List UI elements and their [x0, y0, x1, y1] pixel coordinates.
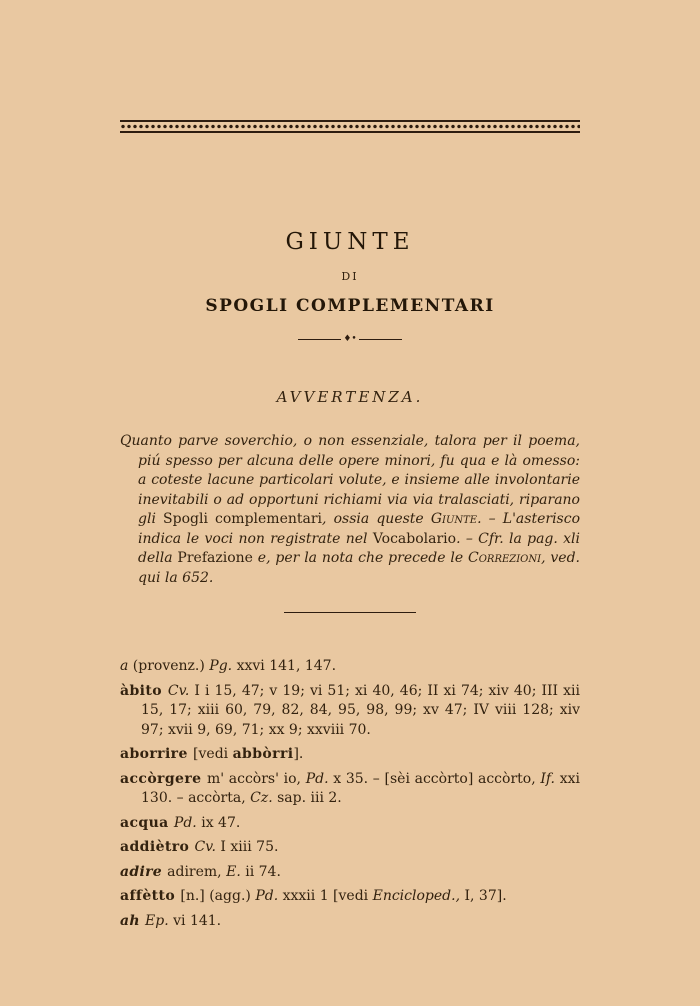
text-segment: àbito [120, 682, 168, 699]
entries-list [120, 657, 580, 931]
text-segment: , ossia queste [322, 511, 431, 527]
glossary-entry [120, 838, 580, 858]
glossary-entry [120, 682, 580, 741]
glossary-entry [120, 657, 580, 677]
text-segment: Pg. [209, 658, 237, 674]
text-segment: affètto [120, 888, 181, 904]
text-segment: aborrire [120, 746, 194, 762]
section-heading-avvertenza: AVVERTENZA. [276, 388, 424, 406]
page-content [120, 0, 580, 931]
text-segment: . – L'asterisco indica le voci non registrate nel [138, 511, 580, 547]
text-segment: xxi 130. – accòrta, [141, 770, 580, 806]
avvertenza-paragraph [120, 432, 580, 588]
text-segment: adirem, [167, 863, 227, 880]
glossary-entry [120, 863, 580, 883]
separator-rule [284, 612, 416, 613]
text-segment: Pd. [173, 814, 202, 831]
text-segment: adire [120, 863, 168, 880]
glossary-entry [120, 770, 580, 809]
text-segment: Spogli complementari [163, 511, 323, 527]
page-title: GIUNTE [285, 229, 415, 255]
text-segment: ]. [293, 746, 304, 762]
text-segment: ah [120, 912, 146, 929]
text-segment: , ved. qui la 652. [138, 550, 580, 586]
text-segment: [vedi [193, 746, 233, 762]
divider-line-left [298, 339, 341, 341]
ornamental-border [120, 120, 580, 133]
text-segment: addiètro [120, 839, 195, 855]
text-segment: ii 74. [245, 863, 281, 880]
text-segment: [n.] (agg.) [180, 888, 256, 904]
text-segment: acqua [120, 814, 174, 831]
text-segment: Giunte [430, 511, 478, 527]
glossary-entry [120, 887, 580, 907]
page-subtitle: SPOGLI COMPLEMENTARI [205, 296, 495, 316]
text-segment: (provenz.) [132, 658, 210, 674]
text-segment: Pd. [255, 888, 283, 904]
text-segment: Cz. [250, 790, 278, 806]
text-segment: I i 15, 47; v 19; vi 51; xi 40, 46; II xi 74; xiv 40; III xii 15, 17; xiii 60, 79, 82, 84, 95, 98, 99; xv 47; IV viii 128; xiv 97; xvii 9, 69, 71; xx 9; xxviii 70. [141, 682, 580, 738]
text-segment: Correzioni [468, 550, 542, 566]
text-segment: accòrgere [120, 770, 207, 787]
text-segment: abbòrri [232, 746, 294, 762]
glossary-entry [120, 745, 580, 765]
text-segment: Cv. [194, 839, 221, 855]
text-segment: E. [226, 863, 246, 880]
glossary-entry [120, 912, 580, 932]
text-segment: xxxii 1 [vedi [282, 888, 373, 904]
text-segment: I, 37]. [464, 888, 507, 904]
title-di: DI [341, 270, 359, 283]
text-segment: Pd. [305, 770, 334, 787]
text-segment: I xiii 75. [220, 839, 279, 855]
text-segment: Vocabolario [372, 530, 457, 547]
text-segment: a [120, 658, 133, 674]
text-segment: . – Cfr. la pag. xli della [138, 530, 580, 566]
text-segment: Encicloped., [372, 888, 465, 904]
text-segment: If. [540, 770, 560, 787]
text-segment: m' accòrs' io, [206, 770, 306, 787]
text-segment: Quanto parve soverchio, o non essenziale, talora per il poema, piú spesso per alcuna delle opere minori, fu qua e là omesso: a coteste lacune particolari volute, e insieme alle involontarie inevitabili o ad opportuni richiami via via tralasciati, riparano gli [120, 433, 580, 527]
glossary-entry [120, 814, 580, 834]
text-segment: Ep. [145, 912, 174, 929]
text-segment: ix 47. [201, 814, 241, 831]
divider-line-right [359, 339, 402, 341]
text-segment: x 35. – [sèi accòrto] accòrto, [333, 770, 541, 787]
text-segment: sap. iii 2. [277, 790, 342, 806]
divider-ornament [298, 335, 402, 344]
diamond-dot-ornament: ♦• [343, 334, 357, 344]
text-segment: vi 141. [173, 912, 222, 929]
text-segment: Prefazione [177, 550, 253, 566]
text-segment: e, per la nota che precede le [252, 550, 468, 566]
text-segment: Cv. [167, 682, 195, 699]
text-segment: xxvi 141, 147. [236, 658, 337, 674]
